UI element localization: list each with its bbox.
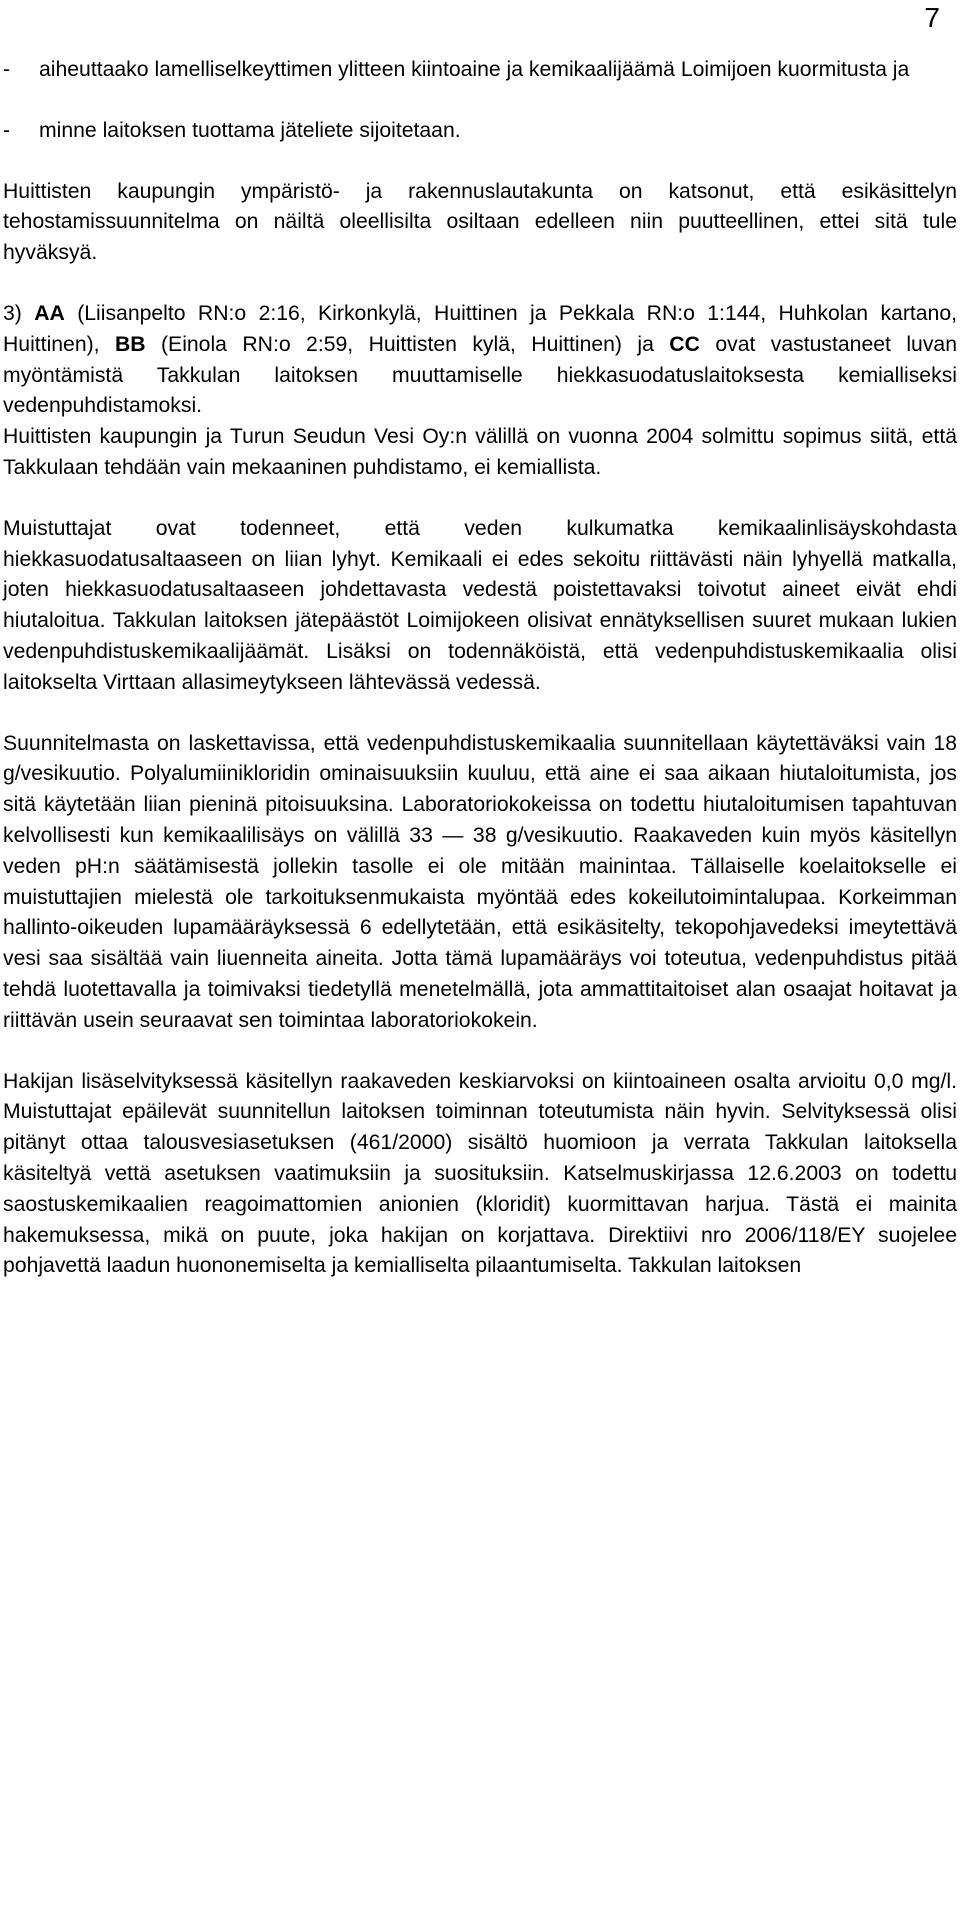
bullet-dash: -: [3, 118, 11, 142]
bullet-dash: -: [3, 58, 11, 81]
bullet-item: [3, 55, 957, 86]
objector-bb: BB: [114, 332, 146, 356]
paragraph-committee-opinion: Huittisten kaupungin ympäristö- ja rakennuslautakunta on katsonut, että esikäsittelyn tehostamissuunnitelma on näiltä oleellisilta osiltaan edelleen niin puutteellinen, ettei sitä tule hyväksyä.: [3, 179, 957, 265]
paragraph-agreement: Huittisten kaupungin ja Turun Seudun Vesi Oy:n välillä on vuonna 2004 solmittu sopimus siitä, että Takkulaan tehdään vain mekaaninen puhdistamo, ei kemiallista.: [3, 425, 957, 479]
page-number: 7: [924, 2, 940, 33]
objector-cc: CC: [669, 332, 700, 356]
bullet-text: aiheuttaako lamelliselkeyttimen ylitteen kiintoaine ja kemikaalijäämä Loimijoen kuormitusta ja: [39, 58, 910, 81]
paragraph-objectors: 3) AA (Liisanpelto RN:o 2:16, Kirkonkylä, Huittinen ja Pekkala RN:o 1:144, Huhkolan kartano, Huittinen), BB (Einola RN:o 2:59, Huittisten kylä, Huittinen) ja CC ovat vastustaneet luvan myöntämistä Takkulan laitoksen muuttamiselle hiekkasuodatuslaitoksesta kemialliseksi vedenpuhdistamoksi.: [3, 301, 957, 418]
objector-aa: AA: [34, 301, 65, 325]
bullet-text: minne laitoksen tuottama jäteliete sijoitetaan.: [39, 118, 461, 142]
paragraph-additional-report: Hakijan lisäselvityksessä käsitellyn raakaveden keskiarvoksi on kiintoaineen osalta arvioitu 0,0 mg/l. Muistuttajat epäilevät suunnitellun laitoksen toiminnan toteutumista näin hyvin. Selvityksessä olisi pitänyt ottaa talousvesiasetuksen (461/2000) sisältö huomioon ja verrata Takkulan laitoksella käsiteltyä vettä asetuksen vaatimuksiin ja suosituksiin. Katselmuskirjassa 12.6.2003 on todettu saostuskemikaalien reagoimattomien anionien (kloridit) kuormittavan harjua. Tästä ei mainita hakemuksessa, mikä on puute, joka hakijan on korjattava. Direktiivi nro 2006/118/EY suojelee pohjavettä laadun huononemiselta ja kemialliselta pilaantumiselta. Takkulan laitoksen: [3, 1069, 957, 1278]
document-body: [0, 55, 960, 1282]
bullet-item: [3, 116, 957, 147]
paragraph-chemical-dosage: Suunnitelmasta on laskettavissa, että vedenpuhdistuskemikaalia suunnitellaan käytettäväksi vain 18 g/vesikuutio. Polyalumiinikloridin ominaisuuksiin kuuluu, että aine ei saa aikaan hiutaloitumista, jos sitä käytetään liian pieninä pitoisuuksina. Laboratoriokokeissa on todettu hiutaloitumisen tapahtuvan kelvollisesti kun kemikaalilisäys on välillä 33 — 38 g/vesikuutio. Raakaveden kuin myös käsitellyn veden pH:n säätämisestä jollekin tasolle ei ole mitään mainintaa. Tällaiselle koelaitokselle ei muistuttajien mielestä ole tarkoituksenmukaista myöntää edes kokeilutoimintalupaa. Korkeimman hallinto-oikeuden lupamääräyksessä 6 edellytetään, että esikäsitelty, tekopohjavedeksi imeytettävä vesi saa sisältää vain liuenneita aineita. Jotta tämä lupamääräys voi toteutua, vedenpuhdistus pitää tehdä luotettavalla ja toimivaksi tiedetyllä menetelmällä, jota ammattitaitoiset alan osaajat hoitavat ja riittävän usein seuraavat sen toimintaa laboratoriokokein.: [3, 731, 957, 1032]
paragraph-flow-distance: Muistuttajat ovat todenneet, että veden kulkumatka kemikaalinlisäyskohdasta hiekkasuodatusaltaaseen on liian lyhyt. Kemikaali ei edes sekoitu riittävästi näin lyhyellä matkalla, joten hiekkasuodatusaltaaseen johdettavasta vedestä poistettavaksi toivotut aineet eivät ehdi hiutaloitua. Takkulan laitoksen jätepäästöt Loimijokeen olisivat ennätyksellisen suuret mukaan lukien vedenpuhdistuskemikaalijäämät. Lisäksi on todennäköistä, että vedenpuhdistuskemikaalia olisi laitokselta Virttaan allasimeytykseen lähtevässä vedessä.: [3, 516, 957, 694]
